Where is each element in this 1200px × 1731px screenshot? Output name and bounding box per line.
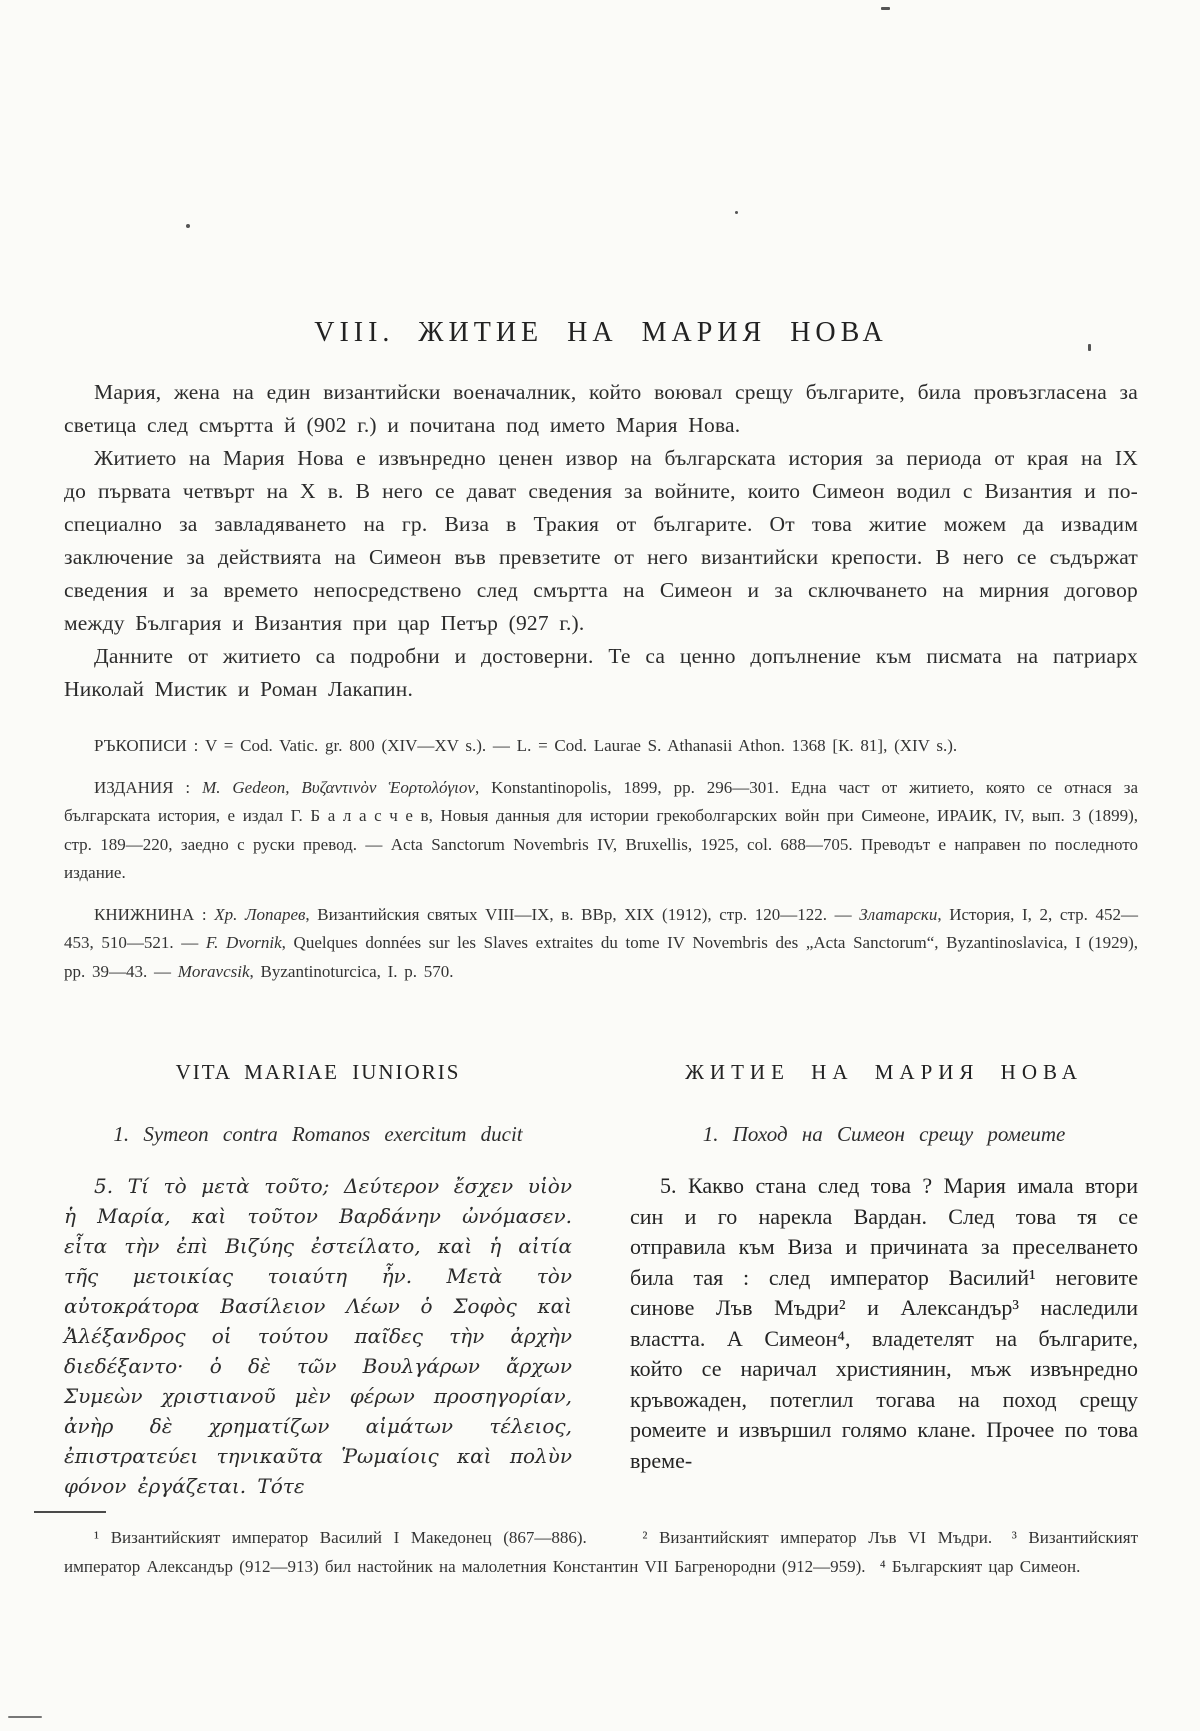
literature-paragraph: КНИЖНИНА : Хр. Лопарев, Византийския святых VIII—IX, в. ВВр, XIX (1912), стр. 120—122. — Златарски, История, I, 2, стр. 452—453, 510—521. — F. Dvornik, Quelques données sur les Slaves extraites du tome IV Novembris des „Acta Sanctorum“, Byzantinoslavica, I (1929), pp. 39—43. — Moravcsik, Byzantinoturcica, I. p. 570. — [64, 904, 1138, 981]
bulgarian-column-header: ЖИТИЕ НА МАРИЯ НОВА — [685, 1060, 1083, 1084]
intro-paragraph-2: Житието на Мария Нова е извънредно ценен извор на българската история за периода от края на IX до първата четвърт на X в. В него се дават сведения за войните, които Симеон водил с Византия и по-специално за завладяването на гр. Виза в Тракия от българите. От това житие можем да извадим заключение за действията на Симеон във превзетите от него византийски крепости. В него се съдържат сведения и за времето непосредствено след смъртта на Симеон и за сключването на мирния договор между България и Византия при цар Петър (927 г.). — [64, 446, 1138, 635]
editions-paragraph: ИЗДАНИЯ : М. Gedeon, Βυζαντινὸν Ἑορτολόγιον, Konstantinopolis, 1899, pp. 296—301. Една част от житието, която се отнася за българската история, е издал Г. Б а л а с ч е в, Новыя данныя для истории грекоболгарских войн при Симеоне, ИРАИК, IV, вып. 3 (1899), стр. 189—220, заедно с руски превод. — Acta Sanctorum Novembris IV, Bruxellis, 1925, col. 688—705. Преводът е направен по последното издание. — [64, 777, 1138, 882]
footnotes-block — [64, 1523, 1138, 1581]
latin-chapter-heading: 1. Symeon contra Romanos exercitum ducit — [113, 1122, 523, 1146]
scan-speck — [1088, 344, 1091, 351]
scan-speck — [881, 7, 890, 10]
parallel-text-section — [64, 1060, 1138, 1501]
footnote-4: ⁴ Българският цар Симеон. — [879, 1557, 1081, 1576]
bulgarian-text-paragraph: 5. Какво стана след това ? Мария имала втори син и го нарекла Вардан. След това тя се отправила към Виза и причината за преселването била тая : след император Василий¹ неговите синове Лъв Мъдри² и Александър³ наследили властта. А Симеон⁴, владетелят на българите, който се наричал християнин, мъж извънредно кръвожаден, потеглил тогава на поход срещу ромеите и извършил голямо клане. Прочее по това време- — [630, 1173, 1138, 1473]
scan-speck — [8, 1716, 42, 1718]
greek-text-paragraph: 5. Τί τὸ μετὰ τοῦτο; Δεύτερον ἔσχεν υἱὸν ἡ Μαρία, καὶ τοῦτον Βαρδάνην ὠνόμασεν. εἶτα τὴν ἐπὶ Βιζύης ἐστείλατο, καὶ ἡ αἰτία τῆς μετοικίας τοιαύτη ἦν. Μετὰ τὸν αὐτοκράτορα Βασίλειον Λέων ὁ Σοφὸς καὶ Ἀλέξανδρος οἱ τούτου παῖδες τὴν ἀρχὴν διεδέξαντο· ὁ δὲ τῶν Βουλγάρων ἄρχων Συμεὼν χριστιανοῦ μὲν φέρων προσηγορίαν, ἀνὴρ δὲ χρηματίζων αἱμάτων τέλειος, ἐπιστρατεύει τηνικαῦτα Ῥωμαίοις καὶ πολὺν φόνον ἐργάζεται. Τότε — [64, 1174, 572, 1498]
footnote-1: ¹ Византийският император Василий I Македонец (867—886). — [94, 1528, 587, 1547]
bulgarian-column — [630, 1060, 1138, 1501]
footnote-3: ³ Византийският император Александър (912—913) бил настойник на малолетния Константин VII Багренородни (912—959). — [64, 1528, 1138, 1576]
intro-paragraph-1: Мария, жена на един византийски военачалник, който воювал срещу българите, била провъзгласена за светица след смъртта й (902 г.) и почитана под името Мария Нова. — [64, 380, 1138, 437]
manuscripts-paragraph: РЪКОПИСИ : V = Cod. Vatic. gr. 800 (XIV—XV s.). — L. = Cod. Laurae S. Athanasii Athon. 1368 [К. 81], (XIV s.). — [94, 736, 958, 755]
scan-speck — [186, 224, 190, 228]
intro-section — [64, 376, 1138, 706]
bibliography-section — [64, 732, 1138, 986]
latin-greek-column — [64, 1060, 572, 1501]
intro-paragraph-3: Данните от житието са подробни и достоверни. Те са ценно допълнение към писмата на патриарх Николай Мистик и Роман Лакапин. — [64, 644, 1138, 701]
footnote-separator — [34, 1511, 106, 1513]
page-title: VIII. ЖИТИЕ НА МАРИЯ НОВА — [314, 317, 888, 348]
scan-speck — [735, 211, 738, 214]
bulgarian-chapter-heading: 1. Поход на Симеон срещу ромеите — [702, 1122, 1066, 1146]
footnote-2: ² Византийският император Лъв VI Мъдри. — [642, 1528, 993, 1547]
latin-column-header: VITA MARIAE IUNIORIS — [175, 1060, 461, 1084]
